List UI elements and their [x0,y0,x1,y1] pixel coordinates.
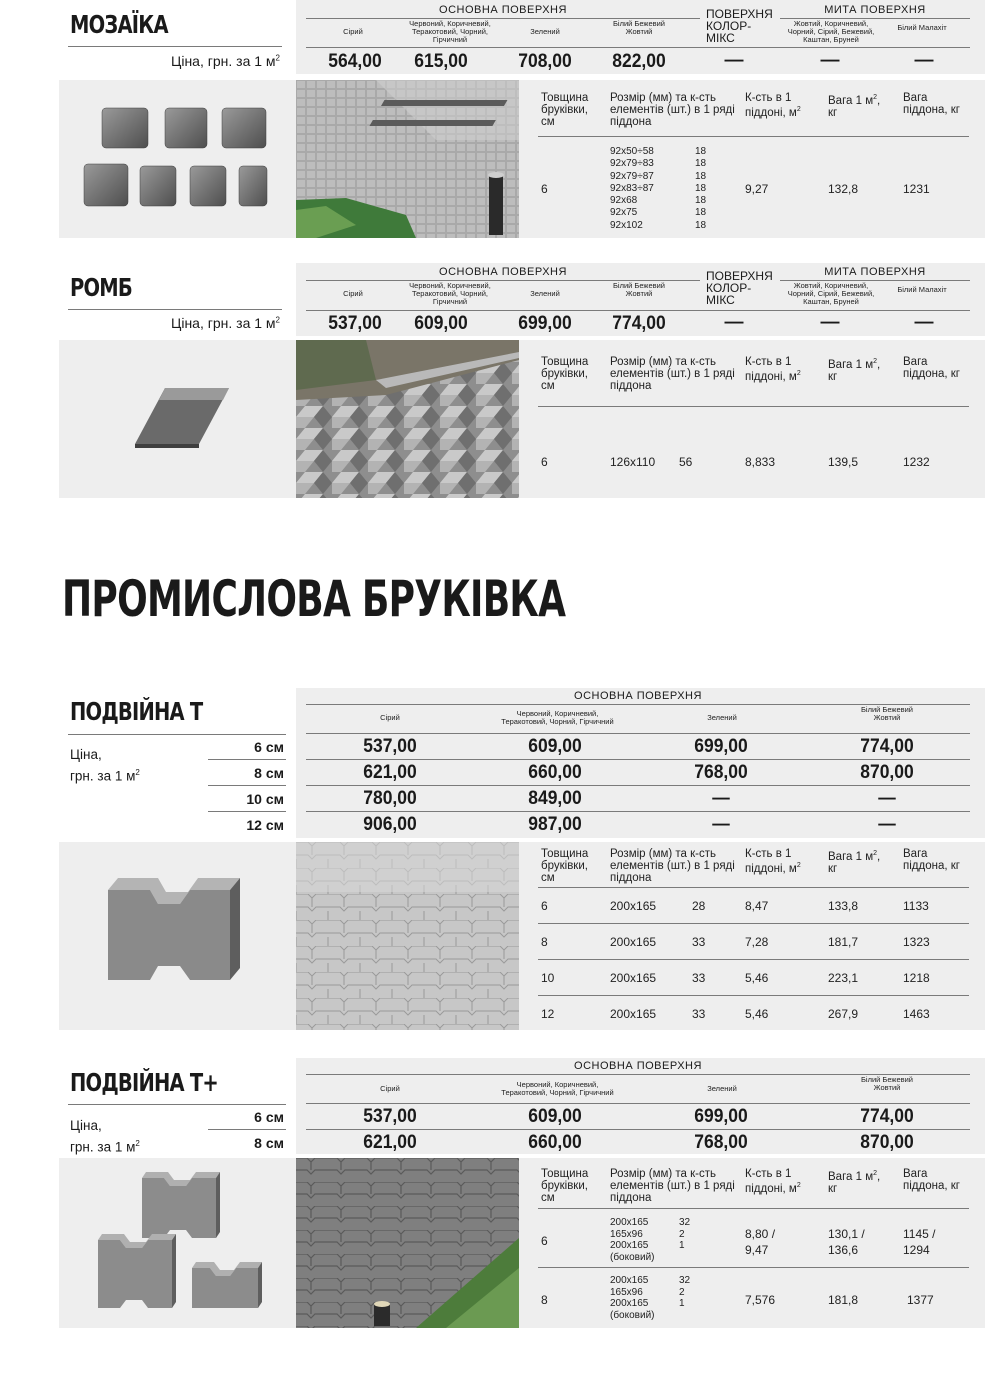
double-t-specs-1-w: 181,7 [828,935,859,949]
romb-price-label [171,315,280,331]
mosaic-pallet-m2: 9,27 [745,182,769,196]
common-col-grey: Сірий [380,713,400,722]
mosaic-main-surface: ОСНОВНА ПОВЕРХНЯ [439,4,567,16]
romb-count: 56 [679,455,693,469]
common-th-size: Розмір (мм) та к-сть елементів (шт.) в 1 ряді піддона [610,356,735,392]
common-th-count-pre: К-сть в 1 піддоні, м [745,1168,797,1195]
divider-line [208,811,286,812]
mosaic-spec-thickness: 6 [541,182,548,196]
double-t-plus-specs-0-n: 32 2 1 [679,1217,691,1251]
common-th-size: Розмір (мм) та к-сть елементів (шт.) в 1 ряді піддона [610,848,735,884]
common-sup2: 2 [135,1139,140,1148]
common-th-count-pre: К-сть в 1 піддоні, м [745,92,797,119]
double-t-rows-3-thk: 12 см [246,817,284,833]
common-sup2: 2 [796,1182,801,1189]
double-t-product-image [100,870,250,1000]
common-th-size: Розмір (мм) та к-сть елементів (шт.) в 1 ряді піддона [610,1168,735,1204]
double-t-specs-3-s: 200х165 [610,1007,657,1021]
double-t-plus-specs-0-w: 130,1 / 136,6 [828,1227,865,1257]
double-t-rows-1-p-3: 870,00 [860,762,914,783]
double-t-rows-2-p-0: 780,00 [363,788,417,809]
double-t-plus-specs-0-t: 6 [541,1234,548,1248]
common-th-size: Розмір (мм) та к-сть елементів (шт.) в 1 ряді піддона [610,92,735,128]
common-col-washed-group: Жовтий, Коричневий, Чорний, Сірий, Бежевий, Каштан, Бруней [787,281,875,306]
double-t-plus-rows-0-p-0: 537,00 [363,1106,417,1127]
double-t-specs-3-m: 5,46 [745,1007,769,1021]
common-th-thickness: Товщина бруківки, см [541,356,589,392]
common-col-white-beige: Білий Бежевий Жовтий [613,19,665,36]
double-t-rows-1-p-1: 660,00 [528,762,582,783]
common-dash: — [914,50,934,71]
common-col-white-beige: Білий Бежевий Жовтий [861,705,913,722]
double-t-plus-rows-1-p-0: 621,00 [363,1132,417,1153]
label [745,356,815,383]
divider-line [538,959,969,960]
double-t-specs-3-wp: 1463 [903,1007,930,1021]
double-t-plus-rows-1-thk: 8 см [254,1135,284,1151]
divider-line [208,759,286,760]
romb-title: РОМБ [70,273,133,302]
double-t-specs-2-s: 200х165 [610,971,657,985]
romb-weight-pallet: 1232 [903,455,930,469]
romb-price-label: Ціна, грн. за 1 м [170,315,276,331]
divider-line [68,1104,286,1105]
double-t-specs-1-wp: 1323 [903,935,930,949]
common-col-washed-group: Жовтий, Коричневий, Чорний, Сірий, Бежевий, Каштан, Бруней [787,19,875,44]
double-t-rows-0-p-2: 699,00 [694,736,748,757]
double-t-specs-0-t: 6 [541,899,548,913]
common-sup2: 2 [873,358,878,365]
romb-pallet-m2: 8,833 [745,455,776,469]
common-sup2: 2 [796,106,801,113]
double-t-specs-1-m: 7,28 [745,935,769,949]
common-dash: — [724,312,744,333]
double-t-specs-1-n: 33 [692,935,706,949]
common-col-green: Зелений [530,27,560,36]
mosaic-price-label [171,53,280,69]
romb-prices-2: 699,00 [518,313,572,334]
double-t-plus-specs-1-t: 8 [541,1293,548,1307]
common-col-white-malachite: Білий Малахіт [897,285,947,294]
double-t-plus-product-image [92,1168,272,1323]
double-t-rows-1-p-0: 621,00 [363,762,417,783]
double-t-plus-rows-1-p-1: 660,00 [528,1132,582,1153]
common-dash: — [914,312,934,333]
double-t-specs-0-wp: 1133 [903,899,929,913]
common-col-green: Зелений [707,713,737,722]
divider-line [306,811,970,812]
common-washed-surface: МИТА ПОВЕРХНЯ [824,266,926,278]
common-dash: — [724,50,744,71]
divider-line [306,733,970,734]
mosaic-price-green: 708,00 [518,51,572,72]
double-t-rows-3-p-2: — [712,814,730,835]
romb-paving-photo [296,340,519,498]
double-t-rows-0-p-3: 774,00 [860,736,914,757]
common-th-thickness: Товщина бруківки, см [541,92,589,128]
double-t-plus-rows-0-thk: 6 см [254,1109,284,1125]
common-col-red-group: Червоний, Коричневий, Теракотовий, Чорний, Гірчичний [501,1080,614,1097]
common-col-red-group: Червоний, Коричневий, Теракотовий, Чорний, Гірчичний [409,19,491,44]
mosaic-price-label: Ціна, грн. за 1 м [170,53,276,69]
romb-colormix: ПОВЕРХНЯ КОЛОР-МІКС [706,269,773,307]
double-t-plus-title: ПОДВІЙНА Т+ [70,1068,218,1097]
double-t-specs-0-m: 8,47 [745,899,769,913]
double-t-plus-specs-1-wp: 1377 [907,1293,934,1307]
romb-prices-1: 609,00 [414,313,468,334]
romb-prices-0: 537,00 [328,313,382,334]
common-main-surface: ОСНОВНА ПОВЕРХНЯ [574,1060,702,1072]
common-col-green: Зелений [707,1084,737,1093]
double-t-plus-rows-0-p-3: 774,00 [860,1106,914,1127]
double-t-rows-3-p-1: 987,00 [528,814,582,835]
double-t-rows-3-p-0: 906,00 [363,814,417,835]
common-th-thickness: Товщина бруківки, см [541,1168,589,1204]
common-col-green: Зелений [530,289,560,298]
common-th-weight-m2-post: , кг [828,94,881,119]
double-t-rows-1-thk: 8 см [254,765,284,781]
common-th-weight-pallet: Вага піддона, кг [903,356,960,380]
double-t-rows-2-p-2: — [712,788,730,809]
romb-product-image [125,382,235,452]
common-sup2: 2 [873,850,878,857]
double-t-paving-photo [296,842,519,1030]
label [745,848,815,875]
double-t-specs-2-wp: 1218 [903,971,930,985]
romb-weight-m2: 139,5 [828,455,859,469]
double-t-specs-3-n: 33 [692,1007,706,1021]
common-sup2: 2 [873,94,878,101]
divider-line [68,46,282,47]
double-t-plus-specs-1-n: 32 2 1 [679,1275,691,1309]
common-col-red-group: Червоний, Коричневий, Теракотовий, Чорний, Гірчичний [501,709,614,726]
double-t-specs-0-w: 133,8 [828,899,859,913]
label [828,848,888,875]
double-t-rows-0-thk: 6 см [254,739,284,755]
mosaic-product-image [78,98,278,218]
divider-line [306,1103,970,1104]
romb-thickness: 6 [541,455,548,469]
common-th-weight-m2-pre: Вага 1 м [828,358,874,371]
divider-line [306,310,970,311]
common-th-weight-pallet: Вага піддона, кг [903,92,960,116]
divider-line [538,1208,969,1209]
double-t-plus-price-label: Ціна, грн. за 1 м [70,1118,136,1155]
label [828,356,888,383]
common-sup2: 2 [275,315,280,325]
mosaic-colormix: ПОВЕРХНЯ КОЛОР-МІКС [706,7,773,45]
double-t-specs-0-n: 28 [692,899,706,913]
divider-line [306,785,970,786]
double-t-plus-specs-0-wp: 1145 / 1294 [903,1227,936,1257]
double-t-rows-1-p-2: 768,00 [694,762,748,783]
common-th-weight-pallet: Вага піддона, кг [903,848,960,872]
mosaic-paving-photo [296,80,519,238]
common-th-count-pre: К-сть в 1 піддоні, м [745,848,797,875]
mosaic-weight-m2: 132,8 [828,182,859,196]
label [828,92,888,119]
common-th-weight-m2-post: , кг [828,1170,881,1195]
double-t-plus-rows-0-p-1: 609,00 [528,1106,582,1127]
double-t-plus-specs-1-w: 181,8 [828,1293,859,1307]
common-main-surface: ОСНОВНА ПОВЕРХНЯ [574,690,702,702]
label [745,92,815,119]
mosaic-spec-sizes: 92х50÷58 92х79÷83 92х79÷87 92х83÷87 92х68 92х75 92х102 [610,146,654,231]
common-th-weight-m2-pre: Вага 1 м [828,1170,874,1183]
divider-line [68,309,282,310]
double-t-rows-0-p-0: 537,00 [363,736,417,757]
common-th-weight-m2-pre: Вага 1 м [828,94,874,107]
common-sup2: 2 [135,768,140,777]
double-t-plus-specs-0-m: 8,80 / 9,47 [745,1227,776,1257]
common-sup2: 2 [796,370,801,377]
common-th-weight-m2-post: , кг [828,358,881,383]
double-t-plus-specs-1-m: 7,576 [745,1293,776,1307]
common-col-white-beige: Білий Бежевий Жовтий [861,1075,913,1092]
common-col-grey: Сірий [343,27,363,36]
double-t-specs-2-w: 223,1 [828,971,859,985]
common-col-red-group: Червоний, Коричневий, Теракотовий, Чорний, Гірчичний [409,281,491,306]
label [828,1168,888,1195]
common-col-white-malachite: Білий Малахіт [897,23,947,32]
double-t-price-label: Ціна, грн. за 1 м [70,747,136,784]
double-t-specs-1-t: 8 [541,935,548,949]
double-t-specs-2-t: 10 [541,971,555,985]
double-t-plus-rows-1-p-3: 870,00 [860,1132,914,1153]
romb-prices-3: 774,00 [612,313,666,334]
double-t-title: ПОДВІЙНА Т [70,697,203,726]
mosaic-price-grey: 564,00 [328,51,382,72]
common-th-weight-m2-post: , кг [828,850,881,875]
double-t-rows-0-p-1: 609,00 [528,736,582,757]
mosaic-title: МОЗАЇКА [70,10,168,39]
romb-size: 126х110 [610,455,656,469]
common-col-white-beige: Білий Бежевий Жовтий [613,281,665,298]
common-main-surface: ОСНОВНА ПОВЕРХНЯ [439,266,567,278]
mosaic-price-red: 615,00 [414,51,468,72]
common-th-weight-pallet: Вага піддона, кг [903,1168,960,1192]
divider-line [538,995,969,996]
divider-line [538,923,969,924]
double-t-specs-3-t: 12 [541,1007,555,1021]
mosaic-weight-pallet: 1231 [903,182,930,196]
label [745,1168,815,1195]
divider-line [306,759,970,760]
double-t-rows-2-thk: 10 см [246,791,284,807]
double-t-plus-specs-0-s: 200х165 165х96 200х165 (боковий) [610,1217,655,1263]
common-sup2: 2 [873,1170,878,1177]
section-title: ПРОМИСЛОВА БРУКІВКА [62,570,566,628]
common-washed-surface: МИТА ПОВЕРХНЯ [824,4,926,16]
double-t-rows-2-p-3: — [878,788,896,809]
common-dash: — [820,50,840,71]
mosaic-price-white: 822,00 [612,51,666,72]
double-t-rows-2-p-1: 849,00 [528,788,582,809]
common-col-grey: Сірий [380,1084,400,1093]
divider-line [538,406,969,407]
double-t-specs-1-s: 200х165 [610,935,657,949]
common-sup2: 2 [796,862,801,869]
double-t-plus-price-label [70,1117,140,1157]
double-t-specs-3-w: 267,9 [828,1007,859,1021]
divider-line [208,785,286,786]
divider-line [208,1129,286,1130]
double-t-specs-2-n: 33 [692,971,706,985]
divider-line [538,136,969,137]
divider-line [538,887,969,888]
common-dash: — [820,312,840,333]
common-sup2: 2 [275,53,280,63]
double-t-plus-rows-0-p-2: 699,00 [694,1106,748,1127]
divider-line [538,1267,969,1268]
double-t-price-label [70,746,140,786]
common-th-count-pre: К-сть в 1 піддоні, м [745,356,797,383]
common-th-thickness: Товщина бруківки, см [541,848,589,884]
divider-line [306,1129,970,1130]
double-t-specs-0-s: 200х165 [610,899,657,913]
double-t-plus-paving-photo [296,1158,519,1328]
double-t-plus-rows-1-p-2: 768,00 [694,1132,748,1153]
mosaic-spec-counts: 18 18 18 18 18 18 18 [695,146,707,231]
divider-line [306,47,970,48]
divider-line [68,734,286,735]
common-col-grey: Сірий [343,289,363,298]
common-th-weight-m2-pre: Вага 1 м [828,850,874,863]
double-t-rows-3-p-3: — [878,814,896,835]
double-t-specs-2-m: 5,46 [745,971,769,985]
double-t-plus-specs-1-s: 200х165 165х96 200х165 (боковий) [610,1275,655,1321]
